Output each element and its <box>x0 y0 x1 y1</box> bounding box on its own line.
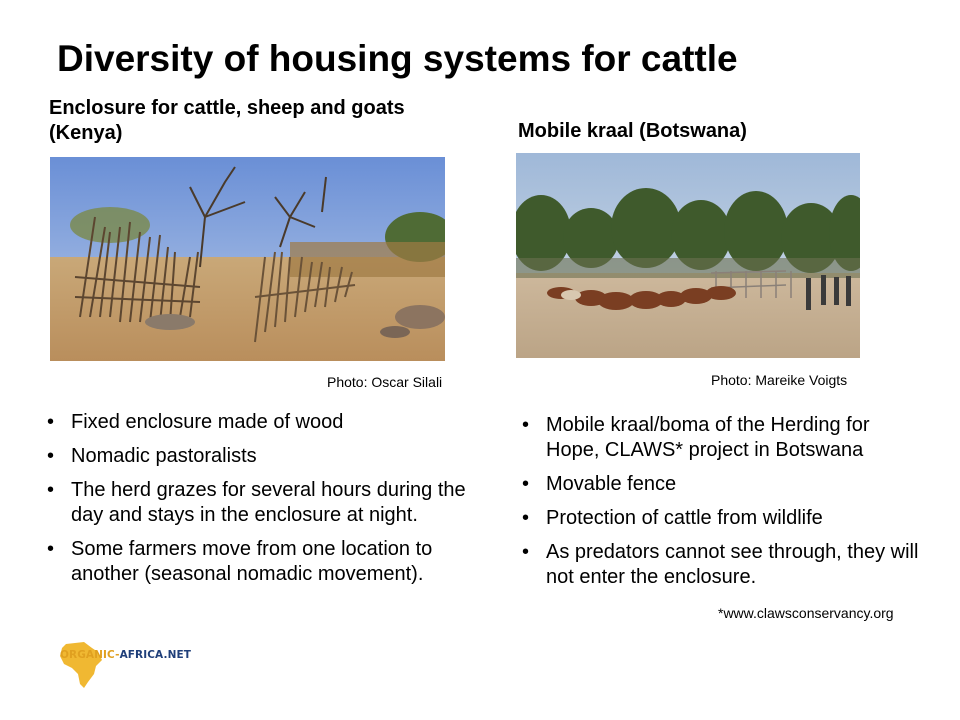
right-subheading: Mobile kraal (Botswana) <box>518 120 747 142</box>
logo-text-part1: ORGANIC- <box>60 649 120 661</box>
list-item: • Nomadic pastoralists <box>47 444 467 469</box>
left-photo-credit: Photo: Oscar Silali <box>327 374 443 390</box>
botswana-kraal-photo <box>516 153 860 358</box>
left-bullet-list <box>47 410 467 596</box>
right-bullet-list <box>522 413 922 599</box>
logo-text <box>60 649 191 661</box>
list-item: • Movable fence <box>522 472 922 497</box>
organic-africa-logo <box>58 640 191 690</box>
africa-map-icon <box>58 640 108 690</box>
list-item: • The herd grazes for several hours during the day and stays in the enclosure at night. <box>47 478 467 528</box>
list-item: • Fixed enclosure made of wood <box>47 410 467 435</box>
left-subheading: Enclosure for cattle, sheep and goats (Kenya) <box>49 97 405 144</box>
list-item: • Mobile kraal/boma of the Herding for Hope, CLAWS* project in Botswana <box>522 413 922 463</box>
right-photo-credit: Photo: Mareike Voigts <box>711 372 848 388</box>
list-item: • Some farmers move from one location to another (seasonal nomadic movement). <box>47 537 467 587</box>
footnote: *www.clawsconservancy.org <box>718 605 894 621</box>
logo-text-part2: AFRICA.NET <box>119 649 191 661</box>
slide-title: Diversity of housing systems for cattle <box>57 38 738 79</box>
kenya-enclosure-photo <box>50 157 445 361</box>
list-item: • As predators cannot see through, they will not enter the enclosure. <box>522 540 922 590</box>
list-item: • Protection of cattle from wildlife <box>522 506 922 531</box>
